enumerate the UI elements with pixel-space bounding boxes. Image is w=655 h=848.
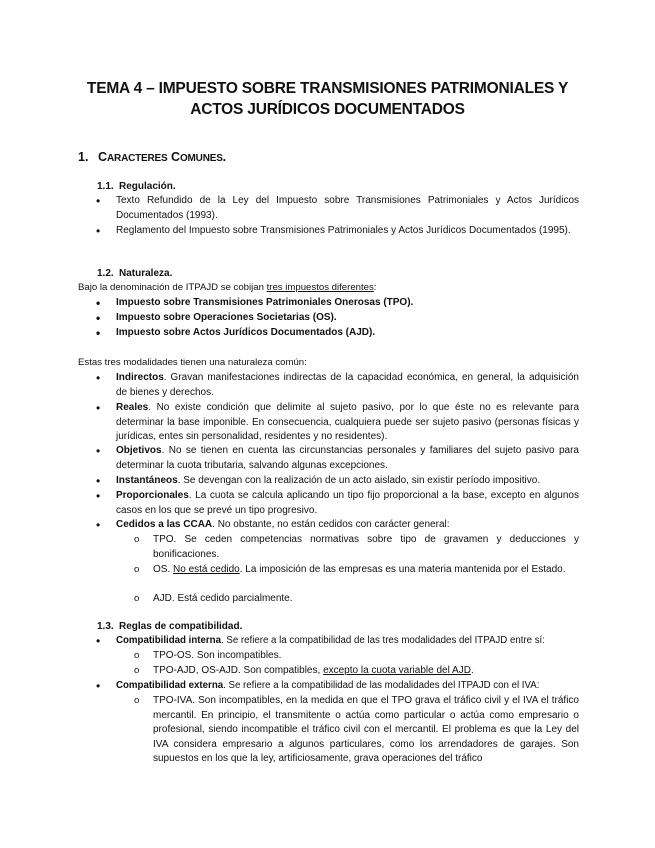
cedidos-item-ajd: o AJD. Está cedido parcialmente. [153, 592, 293, 607]
feature-item: • Proporcionales. La cuota se calcula aplicando un tipo fijo proporcional a la base, excepto en algunos casos en los que se prevé un tipo progresivo. [116, 489, 579, 518]
common-nature-intro: Estas tres modalidades tienen una naturaleza común: [78, 357, 307, 368]
tax-item-os: • Impuesto sobre Operaciones Societarias (OS). [116, 311, 337, 326]
page-title-line-2: ACTOS JURÍDICOS DOCUMENTADOS [190, 101, 465, 118]
compat-external: • Compatibilidad externa. Se refiere a la compatibilidad de las modalidades del ITPAJD con el IVA: [116, 679, 586, 694]
compat-external-item: o TPO-IVA. Son incompatibles, en la medida en que el TPO grava el tráfico civil y el IVA el tráfico mercantil. En principio, el transmitente o actúa como particular o actúa como empresario o profesional, siendo incompatible el tráfico civil con el mercantil. El problema es que la Ley del IVA considera empresario a algunos particulares, como los arrendadores de garajes. Son supuestos en los que la ley, artificiosamente, grava operaciones del tráfico [153, 694, 579, 767]
subsection-1-1-heading: 1.1. Regulación. [97, 181, 176, 192]
regulation-item: • Reglamento del Impuesto sobre Transmisiones Patrimoniales y Actos Jurídicos Documentados (1995). [116, 224, 579, 239]
cedidos-item-os: o OS. No está cedido. La imposición de las empresas es una materia mantenida por el Estado. [153, 563, 579, 578]
page-title [60, 78, 595, 120]
page-title-line-1: TEMA 4 – IMPUESTO SOBRE TRANSMISIONES PATRIMONIALES Y [86, 80, 569, 97]
tax-item-tpo: • Impuesto sobre Transmisiones Patrimoniales Onerosas (TPO). [116, 296, 413, 311]
subsection-1-3-heading: 1.3. Reglas de compatibilidad. [97, 621, 243, 632]
feature-item: • Indirectos. Gravan manifestaciones indirectas de la capacidad económica, en general, la adquisición de bienes y derechos. [116, 371, 579, 400]
feature-item: • Objetivos. No se tienen en cuenta las circunstancias personales y familiares del sujeto pasivo para determinar la cuota tributaria, salvando algunas excepciones. [116, 444, 579, 473]
regulation-item: • Texto Refundido de la Ley del Impuesto sobre Transmisiones Patrimoniales y Actos Jurídicos Documentados (1993). [116, 194, 579, 223]
nature-intro: Bajo la denominación de ITPAJD se cobijan tres impuestos diferentes: [78, 282, 377, 293]
section-1-number: 1. [78, 150, 89, 164]
compat-internal-item: o TPO-OS. Son incompatibles. [153, 649, 281, 664]
feature-item: • Instantáneos. Se devengan con la realización de un acto aislado, sin existir período impositivo. [116, 474, 579, 489]
tax-item-ajd: • Impuesto sobre Actos Jurídicos Documentados (AJD). [116, 326, 375, 341]
feature-item: • Cedidos a las CCAA. No obstante, no están cedidos con carácter general: [116, 518, 579, 533]
section-1-heading: 1. CARACTERES COMUNES. [78, 150, 227, 164]
compat-internal-item: o TPO-AJD, OS-AJD. Son compatibles, excepto la cuota variable del AJD. [153, 664, 474, 679]
cedidos-item-tpo: o TPO. Se ceden competencias normativas sobre tipo de gravamen y deducciones y bonificaciones. [153, 533, 579, 562]
feature-item: • Reales. No existe condición que delimite al sujeto pasivo, por lo que éste no es relevante para determinar la base imponible. En consecuencia, cualquiera puede ser sujeto pasivo (personas físicas y jurídicas, entes sin personalidad, residentes y no residentes). [116, 401, 579, 445]
subsection-1-2-heading: 1.2. Naturaleza. [97, 268, 173, 279]
compat-internal: • Compatibilidad interna. Se refiere a la compatibilidad de las tres modalidades del ITPAJD entre sí: [116, 634, 586, 649]
